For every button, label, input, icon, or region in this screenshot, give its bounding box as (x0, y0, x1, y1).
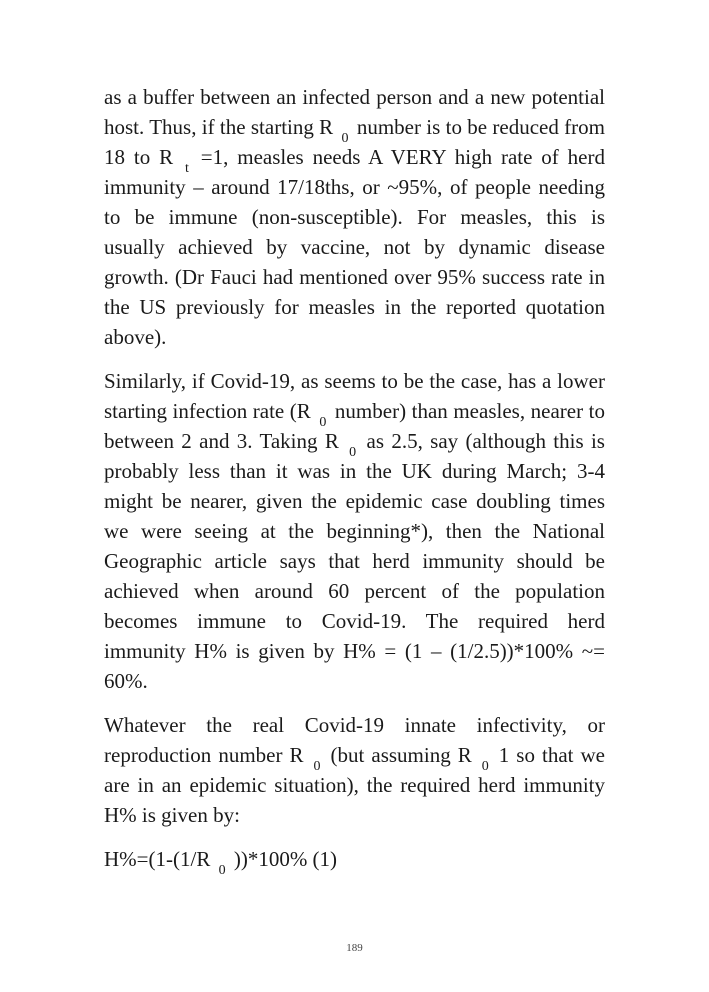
page-body (104, 82, 606, 878)
subscript: 0 (218, 863, 226, 878)
text-run: as 2.5, say (although this is probably less than it was in the UK during March; 3-4 might be nearer, given the epidemic case doubling times we were seeing at the beginning*), then the National Geographic article says that herd immunity should be achieved when around 60 percent of the population becomes immune to Covid-19. The required herd immunity H% is given by H% = (1 – (1/2.5))*100% ~= 60%. (104, 429, 605, 693)
text-run: number is to be reduced from 18 to R (104, 115, 606, 169)
subscript: 0 (481, 759, 489, 774)
text-run: H%=(1-(1/R (104, 847, 216, 871)
body-paragraph-1 (104, 82, 605, 352)
text-run: Whatever the real Covid-19 innate infectivity, or reproduction number R (104, 713, 605, 767)
text-run: as a buffer between an infected person and a new potential host. Thus, if the starting R (104, 85, 605, 139)
text-run: =1, measles needs A VERY high rate of herd immunity – around 17/18ths, or ~95%, of people needing to be immune (non-susceptible). For measles, this is usually achieved by vaccine, not by dynamic disease growth. (Dr Fauci had mentioned over 95% success rate in the US previously for measles in the reported quotation above). (104, 145, 605, 349)
subscript: t (184, 161, 189, 176)
text-run: Similarly, if Covid-19, as seems to be the case, has a lower starting infection rate (R (104, 369, 605, 423)
subscript: 0 (313, 759, 321, 774)
subscript: 0 (349, 445, 357, 460)
subscript: 0 (319, 415, 327, 430)
text-run: ))*100% (1) (228, 847, 338, 871)
body-paragraph-3 (104, 710, 605, 830)
text-run: 1 so that we are in an epidemic situation), the required herd immunity H% is given by: (104, 743, 605, 827)
herd-immunity-formula (104, 844, 605, 878)
text-run: (but assuming R (323, 743, 479, 767)
body-paragraph-2 (104, 366, 605, 696)
subscript: 0 (341, 131, 349, 146)
page-number: 189 (346, 942, 363, 954)
text-run: number) than measles, nearer to between 2 and 3. Taking R (104, 399, 605, 453)
